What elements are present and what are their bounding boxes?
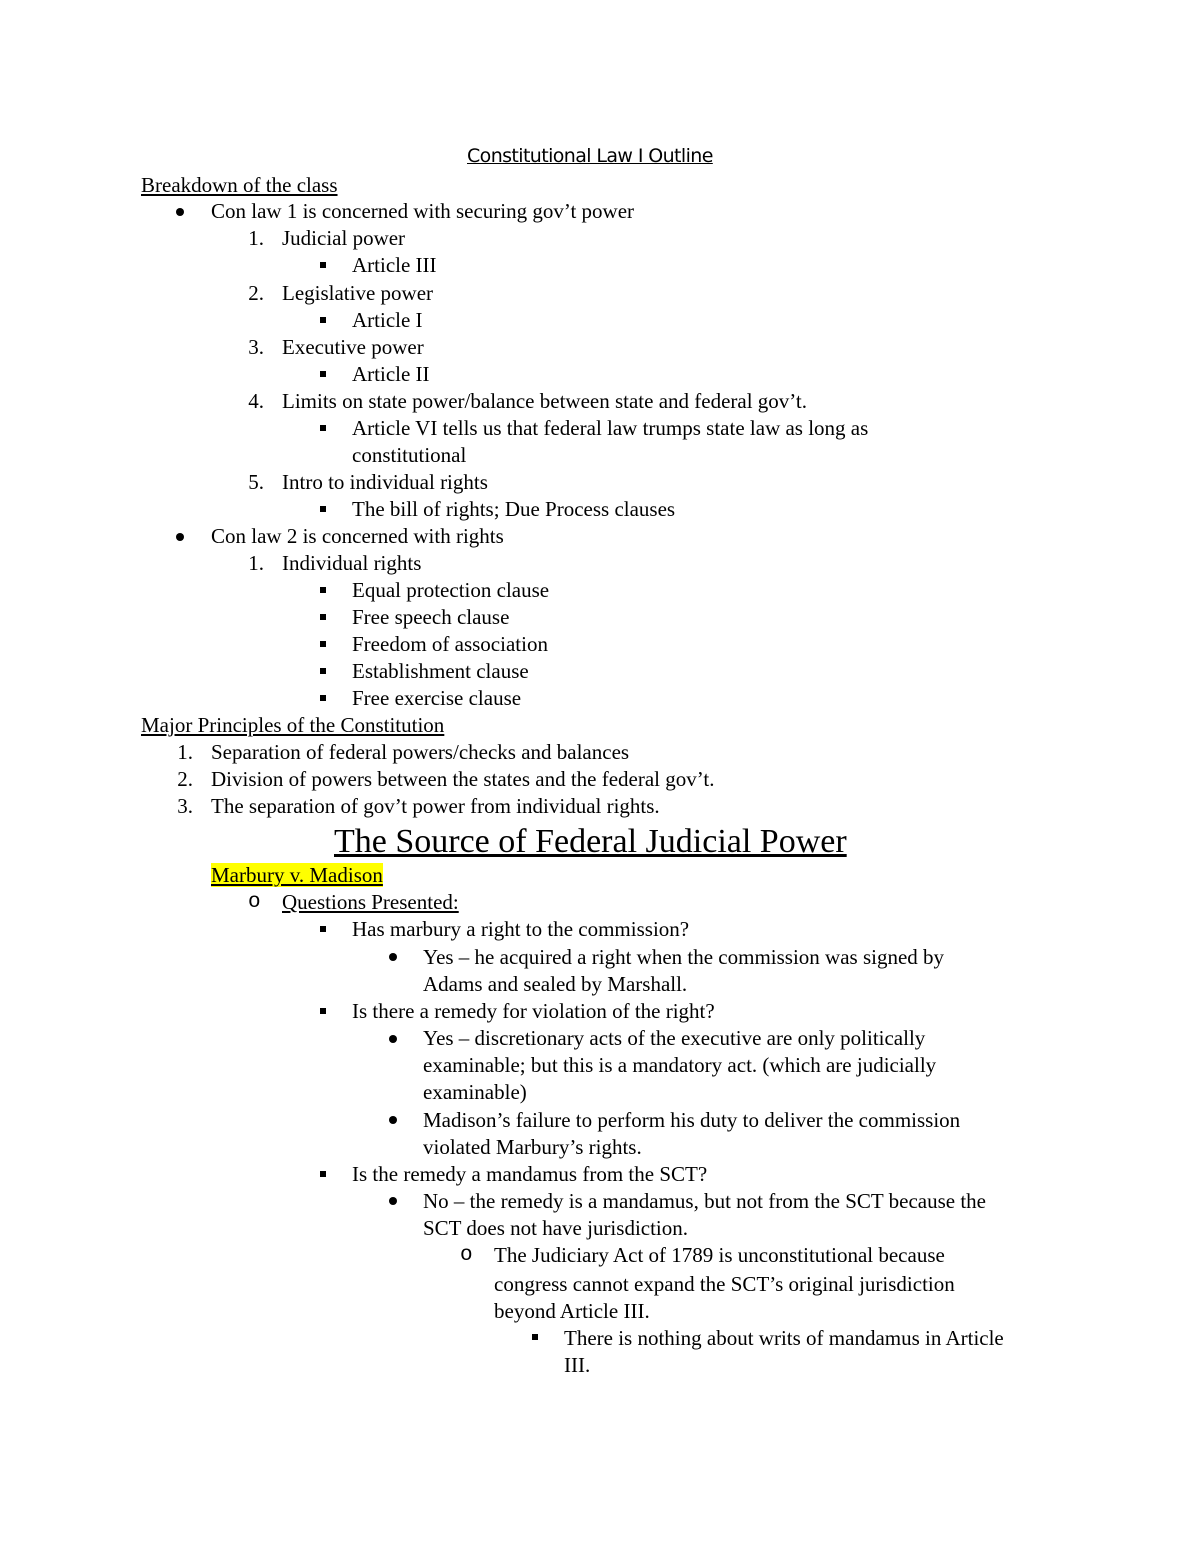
list-item: Intro to individual rights (282, 470, 488, 494)
list-item-continued: III. (564, 1353, 591, 1377)
bullet-dot (389, 1116, 397, 1124)
list-item: The Judiciary Act of 1789 is unconstitutional because (494, 1243, 945, 1267)
bullet-dot (176, 533, 184, 541)
bullet-square (320, 317, 326, 323)
list-number: 5. (248, 470, 264, 494)
bullet-dot (389, 953, 397, 961)
bullet-square (532, 1334, 538, 1340)
list-item-continued: beyond Article III. (494, 1299, 650, 1323)
list-item: Freedom of association (352, 632, 548, 656)
list-item: Has marbury a right to the commission? (352, 917, 690, 941)
bullet-square (320, 1171, 326, 1177)
list-item: Establishment clause (352, 659, 529, 683)
section-heading-breakdown: Breakdown of the class (141, 173, 338, 197)
bullet-dot (389, 1197, 397, 1205)
list-item-continued: examinable) (423, 1080, 527, 1104)
bullet-square (320, 695, 326, 701)
bullet-square (320, 1008, 326, 1014)
list-item: Division of powers between the states and the federal gov’t. (211, 767, 715, 791)
list-number: 1. (248, 551, 264, 575)
bullet-square (320, 262, 326, 268)
list-item: Judicial power (282, 226, 406, 250)
bullet-square (320, 587, 326, 593)
bullet-dot (176, 208, 184, 216)
list-number: 3. (177, 794, 193, 818)
list-item: Article VI tells us that federal law trumps state law as long as (352, 416, 869, 440)
list-item-continued: SCT does not have jurisdiction. (423, 1216, 689, 1240)
bullet-circle: o (248, 891, 261, 914)
bullet-circle: o (460, 1244, 473, 1267)
section-heading-judicial-power: The Source of Federal Judicial Power (334, 823, 847, 860)
bullet-square (320, 614, 326, 620)
list-item: Legislative power (282, 281, 434, 305)
list-item: No – the remedy is a mandamus, but not from the SCT because the (423, 1189, 986, 1213)
list-number: 3. (248, 335, 264, 359)
list-item-continued: constitutional (352, 443, 467, 467)
list-item: Separation of federal powers/checks and balances (211, 740, 630, 764)
list-number: 2. (248, 281, 264, 305)
list-number: 4. (248, 389, 264, 413)
list-item: The separation of gov’t power from individual rights. (211, 794, 660, 818)
list-item: Executive power (282, 335, 424, 359)
list-item: Is there a remedy for violation of the right? (352, 999, 715, 1023)
list-item: Article II (352, 362, 430, 386)
list-number: 2. (177, 767, 193, 791)
bullet-square (320, 425, 326, 431)
list-item: There is nothing about writs of mandamus in Article (564, 1326, 1004, 1350)
list-number: 1. (177, 740, 193, 764)
list-item: Con law 1 is concerned with securing gov’t power (211, 199, 635, 223)
list-item: Yes – discretionary acts of the executive are only politically (423, 1026, 926, 1050)
list-item: The bill of rights; Due Process clauses (352, 497, 676, 521)
list-number: 1. (248, 226, 264, 250)
list-item: Individual rights (282, 551, 422, 575)
section-heading-principles: Major Principles of the Constitution (141, 713, 445, 737)
list-item: Free exercise clause (352, 686, 522, 710)
list-item-continued: congress cannot expand the SCT’s original jurisdiction (494, 1272, 955, 1296)
list-item: Madison’s failure to perform his duty to deliver the commission (423, 1108, 961, 1132)
list-item-continued: examinable; but this is a mandatory act. (which are judicially (423, 1053, 937, 1077)
list-item: Con law 2 is concerned with rights (211, 524, 504, 548)
questions-presented-label: Questions Presented: (282, 890, 459, 914)
list-item: Free speech clause (352, 605, 510, 629)
bullet-square (320, 926, 326, 932)
bullet-square (320, 641, 326, 647)
list-item-continued: violated Marbury’s rights. (423, 1135, 642, 1159)
list-item: Yes – he acquired a right when the commission was signed by (423, 945, 945, 969)
case-name-highlight: Marbury v. Madison (211, 863, 383, 887)
list-item: Article III (352, 253, 437, 277)
bullet-dot (389, 1035, 397, 1043)
document-title: Constitutional Law I Outline (467, 145, 713, 167)
bullet-square (320, 668, 326, 674)
bullet-square (320, 371, 326, 377)
list-item: Limits on state power/balance between state and federal gov’t. (282, 389, 807, 413)
list-item: Article I (352, 308, 423, 332)
list-item: Equal protection clause (352, 578, 550, 602)
bullet-square (320, 506, 326, 512)
list-item: Is the remedy a mandamus from the SCT? (352, 1162, 708, 1186)
case-name (211, 862, 383, 889)
list-item-continued: Adams and sealed by Marshall. (423, 972, 688, 996)
